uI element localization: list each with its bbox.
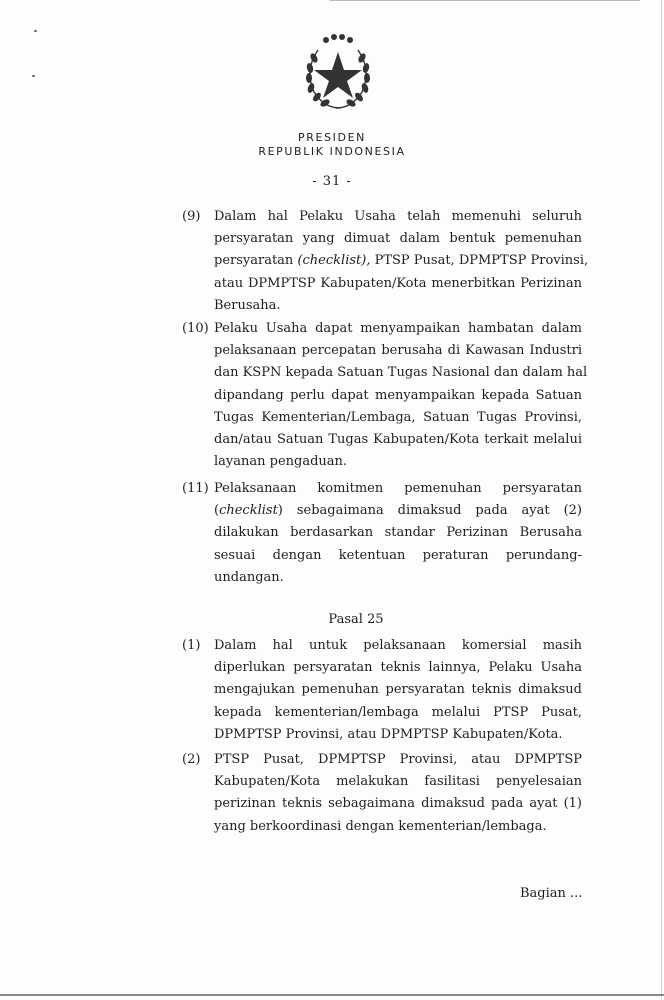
text-line: persyaratan yang dimuat dalam bentuk pemenuhan [214,231,582,247]
text-fragment: ) sebagaimana dimaksud pada ayat (2) [277,503,582,519]
item-number: (9) [182,209,201,224]
text-line: Pelaksanaan komitmen pemenuhan persyaratan [214,481,582,496]
header-republik-indonesia: REPUBLIK INDONESIA [258,145,406,158]
text-line: sesuai dengan ketentuan peraturan perundang- [214,547,582,563]
list-item [182,478,582,589]
pasal-title: Pasal 25 [328,612,384,627]
text-line: yang berkoordinasi dengan kementerian/lembaga. [214,818,547,834]
text-line [214,250,589,272]
item-number: (10) [182,321,209,336]
item-text [214,478,582,589]
item-text [214,206,589,317]
garuda-star-emblem-icon [290,30,386,116]
text-line: kepada kementerian/lembaga melalui PTSP Pusat, [214,704,582,720]
text-line: Tugas Kementerian/Lembaga, Satuan Tugas Provinsi, [214,409,582,425]
scan-edge-bottom [0,994,664,996]
text-fragment-italic: (checklist), [297,253,371,269]
text-fragment: PTSP Pusat, DPMPTSP Provinsi, [370,253,589,269]
item-number: (1) [182,638,201,653]
text-line: layanan pengaduan. [214,454,348,470]
footer-next-section: Bagian ... [520,886,583,901]
list-item [182,749,582,838]
text-line: diperlukan persyaratan teknis lainnya, Pelaku Usaha [214,660,582,676]
text-line: Kabupaten/Kota melakukan fasilitasi penyelesaian [214,774,582,790]
text-line: atau DPMPTSP Kabupaten/Kota menerbitkan Perizinan [214,275,582,291]
text-line: dipandang perlu dapat menyampaikan kepada Satuan [214,387,582,403]
text-line: Pelaku Usaha dapat menyampaikan hambatan dalam [214,321,582,336]
item-text [214,318,588,473]
text-line: pelaksanaan percepatan berusaha di Kawasan Industri [214,343,582,359]
text-fragment: persyaratan [214,253,298,269]
text-line: undangan. [214,569,284,585]
list-item [182,635,582,746]
header-presiden: PRESIDEN [298,131,366,144]
scan-edge-top [330,0,640,1]
scan-speck [32,75,35,77]
item-number: (2) [182,752,201,767]
list-item [182,318,588,473]
text-line: dilakukan berdasarkan standar Perizinan Berusaha [214,525,582,541]
scan-speck [34,30,37,32]
list-item [182,206,589,317]
item-text [214,635,582,746]
text-line: DPMPTSP Provinsi, atau DPMPTSP Kabupaten/Kota. [214,726,563,742]
text-line: dan/atau Satuan Tugas Kabupaten/Kota terkait melalui [214,432,582,448]
text-line: Dalam hal Pelaku Usaha telah memenuhi seluruh [214,209,582,224]
item-number: (11) [182,481,209,496]
text-line: Dalam hal untuk pelaksanaan komersial masih [214,638,582,653]
item-text [214,749,582,838]
text-line: dan KSPN kepada Satuan Tugas Nasional dan dalam hal [214,365,588,381]
text-fragment: ( [214,503,220,519]
text-line: Berusaha. [214,297,281,313]
page-number: - 31 - [312,174,352,189]
text-fragment-italic: checklist [219,503,278,519]
text-line: perizinan teknis sebagaimana dimaksud pada ayat (1) [214,796,582,812]
text-line: mengajukan pemenuhan persyaratan teknis dimaksud [214,682,582,698]
text-line [214,500,582,522]
text-line: PTSP Pusat, DPMPTSP Provinsi, atau DPMPTSP [214,752,582,767]
